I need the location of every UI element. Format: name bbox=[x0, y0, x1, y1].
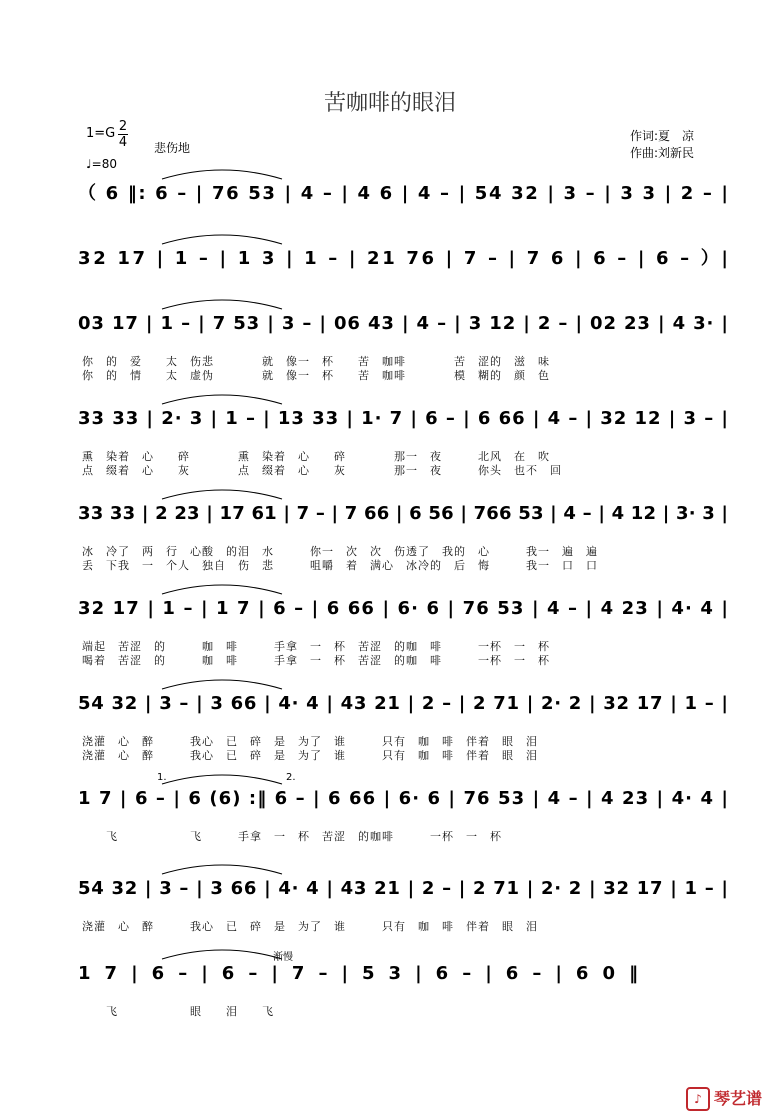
lyricist: 作词:夏 凉 bbox=[630, 129, 695, 143]
time-bottom: 4 bbox=[118, 135, 128, 150]
notation-text: 32 17 | 1 – | 1 7 | 6 – | 6 66 | 6· 6 | 76 53 | 4 – | 4 23 | 4· 4 | bbox=[78, 598, 729, 619]
key-signature: 1=G bbox=[86, 126, 116, 141]
notation-text: （ 6 ‖: 6 – | 76 53 | 4 – | 4 6 | 4 – | 54 32 | 3 – | 3 3 | 2 – | bbox=[78, 183, 729, 204]
score-row bbox=[72, 955, 732, 1075]
tempo-mark: ♩=80 bbox=[86, 157, 117, 171]
lyric-verse-2: 丢 下我 一 个人 独自 伤 悲 咀嚼 着 满心 冰冷的 后 悔 我一 口 口 bbox=[82, 559, 598, 572]
expression-mark: 悲伤地 bbox=[154, 141, 191, 155]
brand-logo bbox=[686, 1086, 762, 1112]
notation-text: 54 32 | 3 – | 3 66 | 4· 4 | 43 21 | 2 – | 2 71 | 2· 2 | 32 17 | 1 – | bbox=[78, 693, 728, 714]
notation-text: 33 33 | 2 23 | 17 61 | 7 – | 7 66 | 6 56 | 766 53 | 4 – | 4 12 | 3· 3 | bbox=[78, 503, 728, 524]
notation-text: 03 17 | 1 – | 7 53 | 3 – | 06 43 | 4 – | 3 12 | 2 – | 02 23 | 4 3· | bbox=[78, 313, 728, 334]
notation-text: 1 7 | 6 – | 6 – | 7 – | 5 3 | 6 – | 6 – | 6 0 ‖ bbox=[78, 963, 639, 984]
notation-line bbox=[72, 400, 732, 440]
notation-line bbox=[72, 955, 732, 995]
slur-arc bbox=[162, 170, 282, 179]
notation-line bbox=[72, 780, 732, 820]
lyric-verse-2: 点 缀着 心 灰 点 缀着 心 灰 那一 夜 你头 也不 回 bbox=[82, 464, 562, 477]
lyric-verse-1: 你 的 爱 太 伤悲 就 像一 杯 苦 咖啡 苦 涩的 滋 味 bbox=[82, 355, 550, 368]
lyric-verse-2: 浇灌 心 醉 我心 已 碎 是 为了 谁 只有 咖 啡 伴着 眼 泪 bbox=[82, 749, 538, 762]
lyric-verse-1: 浇灌 心 醉 我心 已 碎 是 为了 谁 只有 咖 啡 伴着 眼 泪 bbox=[82, 920, 538, 933]
logo-text: 琴艺谱 bbox=[713, 1088, 762, 1108]
time-top: 2 bbox=[118, 119, 128, 134]
notation-text: 32 17 | 1 – | 1 3 | 1 – | 21 76 | 7 – | 7 6 | 6 – | 6 – ）| bbox=[78, 248, 729, 269]
lyric-verse-1: 熏 染着 心 碎 熏 染着 心 碎 那一 夜 北风 在 吹 bbox=[82, 450, 550, 463]
lyric-verse-1: 冰 冷了 两 行 心酸 的泪 水 你一 次 次 伤透了 我的 心 我一 遍 遍 bbox=[82, 545, 598, 558]
lyric-verse-1: 飞 飞 手拿 一 杯 苦涩 的咖啡 一杯 一 杯 bbox=[82, 830, 502, 843]
notation-line bbox=[72, 685, 732, 725]
notation-line bbox=[72, 590, 732, 630]
lyric-verse-2: 喝着 苦涩 的 咖 啡 手拿 一 杯 苦涩 的咖 啡 一杯 一 杯 bbox=[82, 654, 550, 667]
notation-line bbox=[72, 240, 732, 280]
composer: 作曲:刘新民 bbox=[630, 146, 695, 160]
time-signature bbox=[118, 119, 128, 150]
notation-text: 1 7 | 6 – | 6 (6) :‖ 6 – | 6 66 | 6· 6 | 76 53 | 4 – | 4 23 | 4· 4 | bbox=[78, 788, 728, 809]
logo-icon: ♪ bbox=[686, 1087, 710, 1111]
notation-line bbox=[72, 175, 732, 215]
lyric-verse-1: 端起 苦涩 的 咖 啡 手拿 一 杯 苦涩 的咖 啡 一杯 一 杯 bbox=[82, 640, 550, 653]
ritardando-mark: 渐慢 bbox=[273, 952, 293, 963]
notation-line bbox=[72, 870, 732, 910]
notation-line bbox=[72, 305, 732, 345]
volta-2: 2. bbox=[286, 772, 296, 783]
song-title: 苦咖啡的眼泪 bbox=[323, 91, 456, 116]
lyric-verse-2: 你 的 情 太 虚伪 就 像一 杯 苦 咖啡 模 糊的 颜 色 bbox=[82, 369, 550, 382]
volta-1: 1. bbox=[157, 772, 167, 783]
lyric-verse-1: 飞 眼 泪 飞 bbox=[82, 1005, 274, 1018]
notation-text: 33 33 | 2· 3 | 1 – | 13 33 | 1· 7 | 6 – | 6 66 | 4 – | 32 12 | 3 – | bbox=[78, 408, 729, 429]
notation-line bbox=[72, 495, 732, 535]
lyric-verse-1: 浇灌 心 醉 我心 已 碎 是 为了 谁 只有 咖 啡 伴着 眼 泪 bbox=[82, 735, 538, 748]
notation-text: 54 32 | 3 – | 3 66 | 4· 4 | 43 21 | 2 – | 2 71 | 2· 2 | 32 17 | 1 – | bbox=[78, 878, 728, 899]
